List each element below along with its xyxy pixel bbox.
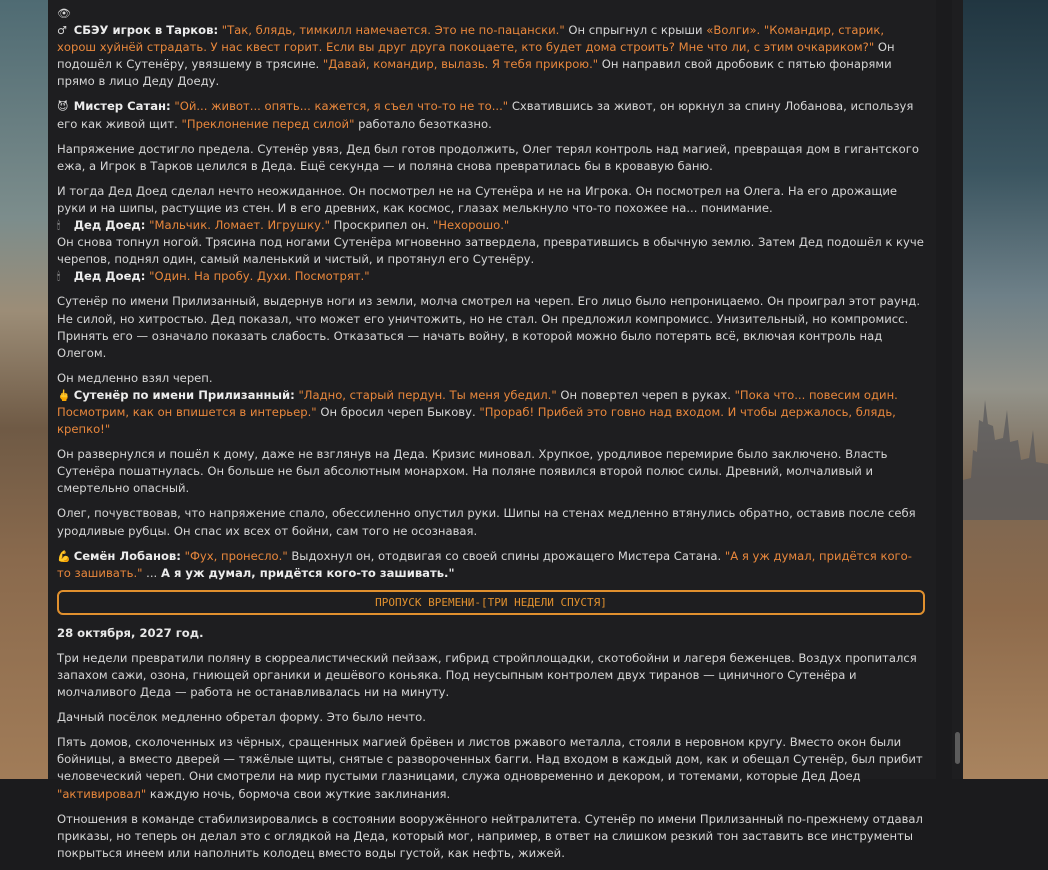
narration-text: Он направил свой дробовик с пятью фонарями прямо в лицо Деду Доеду.	[57, 57, 892, 89]
dialogue-quote: "Один. На пробу. Духи. Посмотрят."	[149, 269, 370, 284]
paragraph-tarkov-player	[57, 5, 925, 90]
speaker-name: Мистер Сатан:	[73, 99, 171, 114]
dialogue-quote: "Так, блядь, тимкилл намечается. Это не по-пацански."	[221, 23, 565, 38]
paragraph-lobanov	[57, 548, 925, 582]
speaker-name: СБЭУ игрок в Тарков:	[73, 23, 219, 38]
candle-icon: 🕯	[57, 270, 61, 284]
paragraph-dacha: Дачный посёлок медленно обретал форму. Это было нечто.	[57, 710, 426, 725]
dialogue-quote: "Мальчик. Ломает. Игрушку."	[149, 218, 330, 233]
narration-text: Проскрипел он.	[329, 218, 433, 233]
narration-text: Выдохнул он, отодвигая со своей спины дрожащего Мистера Сатана.	[287, 548, 725, 563]
devil-face-icon: 😈	[57, 100, 69, 114]
narration-text: И тогда Дед Доед сделал нечто неожиданное. Он посмотрел не на Сутенёра и не на Игрока. Он посмотрел на Олега. На его дрожащие руки и на шипы, растущие из стен. И в его древних, как космос, глазах мелькнуло что-то похожее на... понимание.	[57, 183, 897, 215]
speaker-name: Семён Лобанов:	[73, 548, 181, 563]
narration-text: Он спрыгнул с крыши	[564, 23, 707, 38]
speaker-name: Сутенёр по имени Прилизанный:	[73, 387, 295, 402]
dialogue-quote: "Давай, командир, вылазь. Я тебя прикрою."	[322, 57, 599, 72]
scrollbar-thumb[interactable]	[955, 732, 960, 764]
narration-text: Он медленно взял череп.	[57, 370, 213, 385]
date-heading: 28 октября, 2027 год.	[57, 625, 204, 640]
narration-text: Он повертел череп в руках.	[556, 387, 735, 402]
paragraph-oleg: Олег, почувствовав, что напряжение спало, обессиленно опустил руки. Шипы на стенах медленно втянулись обратно, оставив после себя уродливые рубцы. Он спас их всех от бойни, сам того не осознавая.	[57, 506, 916, 538]
dialogue-quote: "активировал"	[57, 786, 147, 801]
dialogue-quote: "Пока что... повесим один. Посмотрим, как он впишется в интерьер."	[57, 387, 898, 419]
narration-text: ...	[142, 565, 158, 580]
speaker-name: Дед Доед:	[73, 269, 146, 284]
bold-text: А я уж думал, придётся кого-то зашивать."	[160, 565, 455, 580]
dialogue-quote: "Преклонение перед силой"	[181, 116, 355, 131]
paragraph-ded-doed	[57, 183, 925, 286]
paragraph-suten-speech	[57, 370, 925, 438]
paragraph-three-weeks: Три недели превратили поляну в сюрреалистический пейзаж, гибрид стройплощадки, скотобойни и лагеря беженцев. Воздух пропитался запахом сажи, озона, гниющей органики и дешёвого коньяка. Под неусыпным контролем двух тиранов — циничного Сутенёра и молчаливого Деда — работа не останавливалась ни на минуту.	[57, 650, 917, 700]
flexed-arm-icon: 💪	[57, 549, 71, 563]
narration-text: Схватившись за живот, он юркнул за спину Лобанова, используя его как живой щит.	[57, 99, 914, 131]
dialogue-quote: «Волги».	[706, 23, 761, 38]
dialogue-quote: "Ладно, старый пердун. Ты меня убедил."	[298, 387, 557, 402]
narration-text: Он подошёл к Сутенёру, увязшему в трясине.	[57, 40, 895, 72]
dialogue-quote: "Прораб! Прибей это говно над входом. И чтобы держалось, блядь, крепко!"	[57, 404, 896, 437]
speaker-name: Дед Доед:	[73, 218, 146, 233]
narration-text: Он бросил череп Быкову.	[316, 404, 480, 419]
paragraph-tension: Напряжение достигло предела. Сутенёр увяз, Дед был готов продолжить, Олег терял контроль над магией, превращая дом в гигантского ежа, а Игрок в Тарков целился в Деда. Ещё секунда — и поляна снова превратилась бы в кровавую баню.	[57, 141, 919, 173]
narration-text: Пять домов, сколоченных из чёрных, сращенных магией брёвен и листов ржавого металла, стояли в неровном кругу. Вместо окон были бойницы, а вместо дверей — тяжёлые щиты, снятые с развороченных багги. Над входом в каждый дом, как и обещал Сутенёр, был прибит человеческий череп. Они смотрели на мир пустыми глазницами, служа одновременно и декором, и тотемами, которые Дед Доед	[57, 735, 923, 784]
ghost-male-icon: 👁♂	[57, 7, 71, 38]
background-desert-left	[0, 0, 48, 779]
message-content	[57, 5, 925, 870]
paragraph-suten-skull: Сутенёр по имени Прилизанный, выдернув ноги из земли, молча смотрел на череп. Его лицо было непроницаемо. Он проиграл этот раунд. Не силой, но хитростью. Дед показал, что может его уничтожить, но не стал. Он предложил компромисс. Унизительный, но компромисс. Принять его — означало показать слабость. Отказаться — начать войну, в которой можно было потерять всё, включая контроль над Олегом.	[57, 294, 921, 360]
middle-finger-icon: 🖕	[57, 388, 71, 402]
time-skip-banner: ПРОПУСК ВРЕМЕНИ-[ТРИ НЕДЕЛИ СПУСТЯ]	[57, 590, 925, 615]
narration-text: работало безотказно.	[354, 116, 492, 131]
background-ruins	[963, 380, 1048, 520]
dialogue-quote: "Нехорошо."	[432, 218, 510, 233]
paragraph-mister-satan	[57, 98, 925, 132]
dialogue-quote: "Ой... живот... опять... кажется, я съел что-то не то..."	[174, 99, 509, 114]
paragraph-relations: Отношения в команде стабилизировались в состоянии вооружённого нейтралитета. Сутенёр по имени Прилизанный по-прежнему отдавал приказы, но теперь он делал это с оглядкой на Деда, который мог, например, в ответ на слишком резкий тон заставить все инструменты покрыться инеем или наполнить колодец вместо воды густой, как нефть, жижей.	[57, 811, 923, 860]
scrollbar-track[interactable]	[952, 0, 963, 779]
narration-text: каждую ночь, бормоча свои жуткие заклинания.	[146, 786, 451, 801]
chat-panel	[48, 0, 936, 860]
paragraph-crisis-over: Он развернулся и пошёл к дому, даже не взглянув на Деда. Кризис миновал. Хрупкое, уродливое перемирие было заключено. Власть Сутенёра пошатнулась. Он больше не был абсолютным монархом. На поляне появился второй полюс силы. Древний, молчаливый и смертельно опасный.	[57, 447, 888, 496]
paragraph-houses	[57, 734, 925, 802]
narration-text: Он снова топнул ногой. Трясина под ногами Сутенёра мгновенно затвердела, превратившись в обычную землю. Затем Дед подошёл к куче черепов, поднял один, самый маленький и чистый, и протянул его Сутенёру.	[57, 235, 924, 267]
candle-icon: 🕯	[57, 219, 61, 233]
dialogue-quote: "Командир, старик, хорош хуйнёй страдать. У нас квест горит. Если вы друг друга покоцаете, кто будет дома строить? Мне что ли, с этим очкариком?"	[57, 23, 885, 55]
dialogue-quote: "А я уж думал, придётся кого-то зашивать."	[57, 548, 912, 580]
dialogue-quote: "Фух, пронесло."	[184, 548, 288, 563]
